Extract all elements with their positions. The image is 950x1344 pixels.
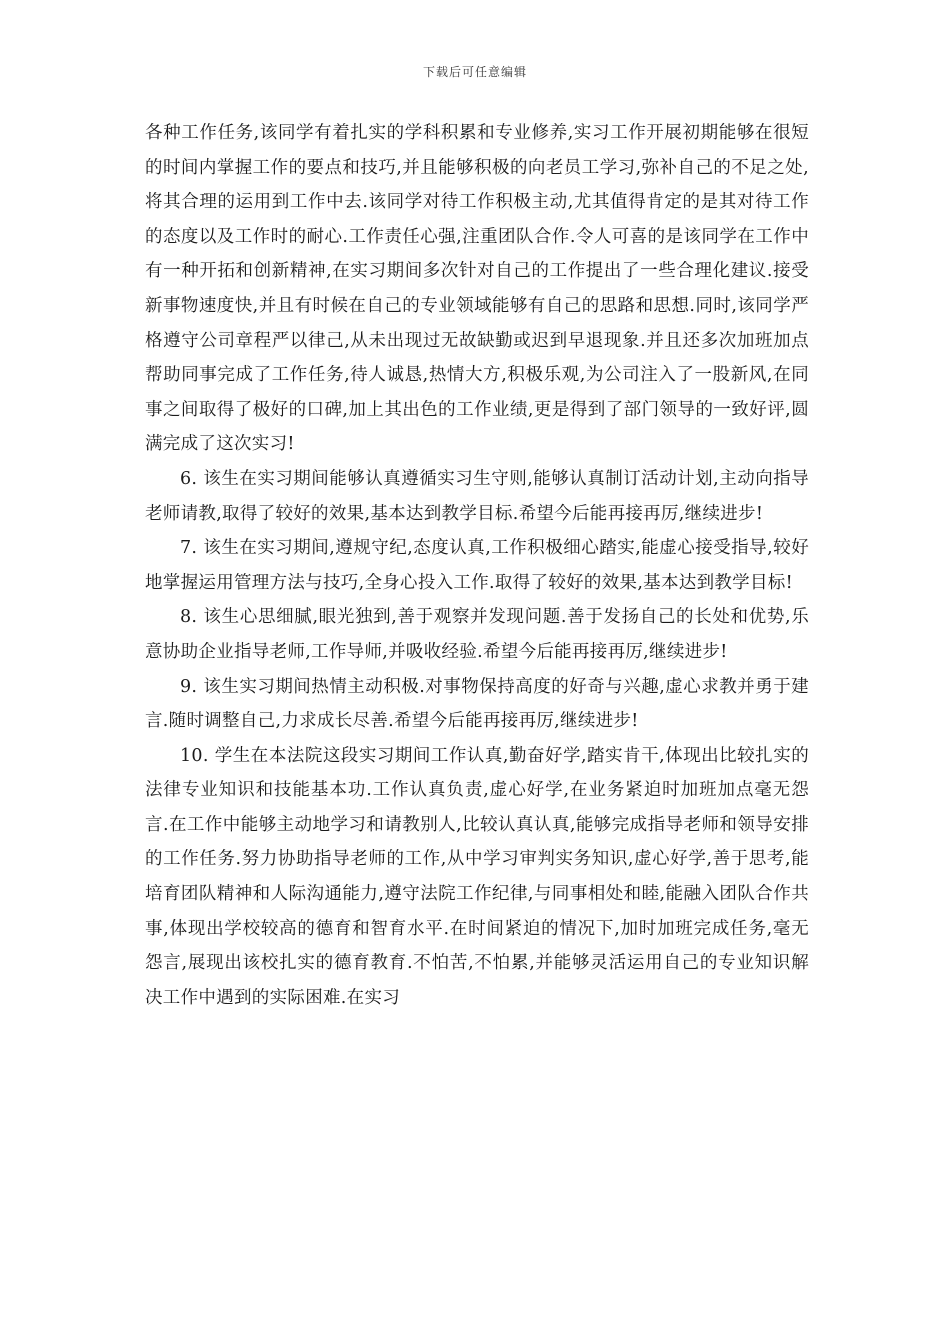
paragraph-continued: 各种工作任务,该同学有着扎实的学科积累和专业修养,实习工作开展初期能够在很短的时间内掌握工作的要点和技巧,并且能够积极的向老员工学习,弥补自己的不足之处,将其合理的运用到工作中去.该同学对待工作积极主动,尤其值得肯定的是其对待工作的态度以及工作时的耐心.工作责任心强,注重团队合作.令人可喜的是该同学在工作中有一种开拓和创新精神,在实习期间多次针对自己的工作提出了一些合理化建议.接受新事物速度快,并且有时候在自己的专业领域能够有自己的思路和思想.同时,该同学严格遵守公司章程严以律己,从未出现过无故缺勤或迟到早退现象.并且还多次加班加点帮助同事完成了工作任务,待人诚恳,热情大方,积极乐观,为公司注入了一股新风,在同事之间取得了极好的口碑,加上其出色的工作业绩,更是得到了部门领导的一致好评,圆满完成了这次实习! <box>145 123 809 455</box>
paragraph-item-9: 9. 该生实习期间热情主动积极.对事物保持高度的好奇与兴趣,虚心求教并勇于建言.随时调整自己,力求成长尽善.希望今后能再接再厉,继续进步! <box>145 676 809 732</box>
paragraph-item-7: 7. 该生在实习期间,遵规守纪,态度认真,工作积极细心踏实,能虚心接受指导,较好地掌握运用管理方法与技巧,全身心投入工作.取得了较好的效果,基本达到教学目标! <box>145 538 809 593</box>
page-header: 下载后可任意编辑 <box>422 65 527 79</box>
paragraph-item-8: 8. 该生心思细腻,眼光独到,善于观察并发现问题.善于发扬自己的长处和优势,乐意协助企业指导老师,工作导师,并吸收经验.希望今后能再接再厉,继续进步! <box>145 607 809 662</box>
paragraph-item-10: 10. 学生在本法院这段实习期间工作认真,勤奋好学,踏实肯干,体现出比较扎实的法律专业知识和技能基本功.工作认真负责,虚心好学,在业务紧迫时加班加点毫无怨言.在工作中能够主动地学习和请教别人,比较认真认真,能够完成指导老师和领导安排的工作任务.努力协助指导老师的工作,从中学习审判实务知识,虚心好学,善于思考,能培育团队精神和人际沟通能力,遵守法院工作纪律,与同事相处和睦,能融入团队合作共事,体现出学校较高的德育和智育水平.在时间紧迫的情况下,加时加班完成任务,毫无怨言,展现出该校扎实的德育教育.不怕苦,不怕累,并能够灵活运用自己的专业知识解决工作中遇到的实际困难.在实习 <box>145 745 809 1008</box>
paragraph-item-6: 6. 该生在实习期间能够认真遵循实习生守则,能够认真制订活动计划,主动向指导老师请教,取得了较好的效果,基本达到教学目标.希望今后能再接再厉,继续进步! <box>145 468 809 524</box>
document-body <box>145 116 809 1015</box>
